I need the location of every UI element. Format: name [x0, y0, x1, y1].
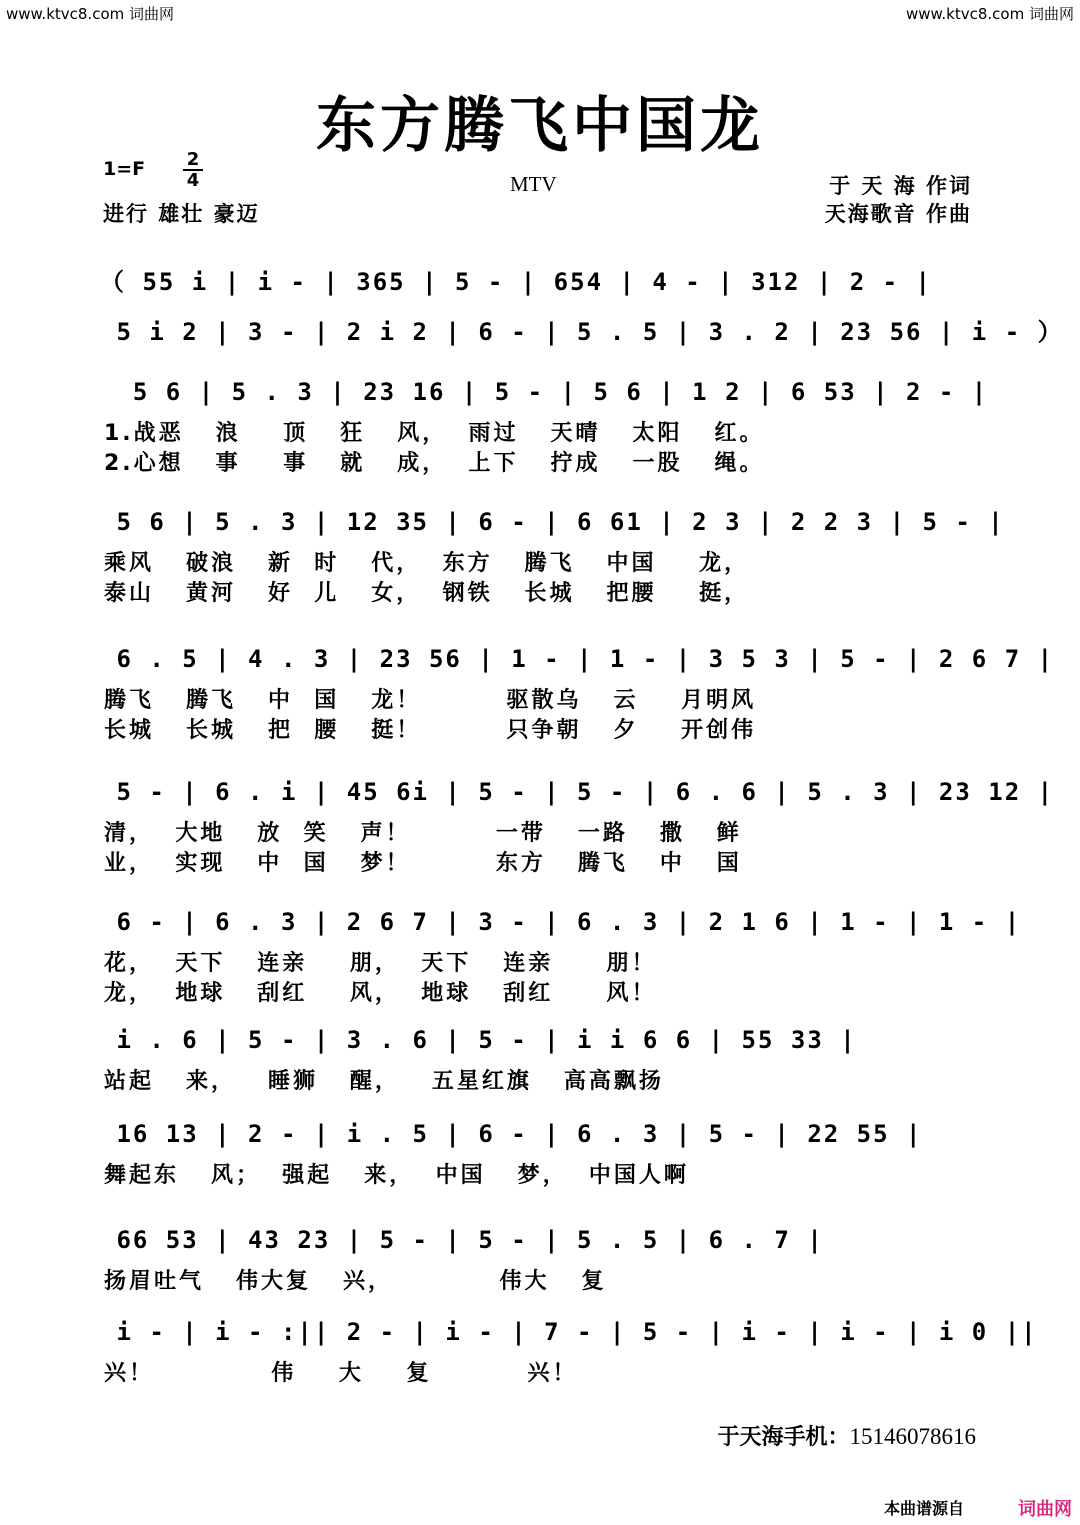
- notation-row: [100, 778, 1055, 820]
- notation-row: [100, 508, 1005, 550]
- time-signature: [183, 150, 203, 190]
- source-note: 本曲谱源自: [883, 1499, 964, 1518]
- tempo-marking: 进行 雄壮 豪迈: [103, 202, 260, 226]
- lyric-line: 1.战恶 浪 顶 狂 风， 雨过 天晴 太阳 红。: [104, 421, 765, 446]
- lyric-line: 花， 天下 连亲 朋， 天下 连亲 朋！: [104, 951, 657, 976]
- lyric-line: 扬眉吐气 伟大复 兴， 伟大 复: [104, 1269, 607, 1294]
- watermark-left: www.ktvc8.com 词曲网: [6, 5, 175, 23]
- lyric-line: 长城 长城 把 腰 挺！ 只争朝 夕 开创伟: [104, 718, 757, 743]
- lyric-line: 舞起东 风； 强起 来， 中国 梦， 中国人啊: [104, 1163, 689, 1188]
- lyricist-credit: 于 天 海 作词: [829, 174, 972, 198]
- lyric-line: 2.心想 事 事 就 成， 上下 拧成 一股 绳。: [104, 451, 765, 476]
- site-logo: 词曲网: [1018, 1499, 1072, 1520]
- composer-credit: 天海歌音 作曲: [824, 202, 972, 226]
- note-text: 66 53 | 43 23 | 5 - | 5 - | 5 . 5 | 6 . 7 |: [100, 1226, 824, 1254]
- lyric-line: 兴！ 伟 大 复 兴！: [104, 1361, 578, 1386]
- style-label: MTV: [510, 172, 557, 196]
- notation-row: [100, 262, 970, 304]
- watermark-right: www.ktvc8.com 词曲网: [905, 5, 1074, 23]
- key-signature: 1=F: [103, 158, 146, 180]
- note-text: i - | i - :|| 2 - | i - | 7 - | 5 - | i - | i - | i 0 ||: [100, 1318, 1038, 1346]
- lyric-line: 腾飞 腾飞 中 国 龙！ 驱散乌 云 月明风: [104, 688, 757, 713]
- lyric-line: 清， 大地 放 笑 声！ 一带 一路 撒 鲜: [104, 821, 742, 846]
- note-text: 16 13 | 2 - | i . 5 | 6 - | 6 . 3 | 5 - | 22 55 |: [100, 1120, 923, 1148]
- lyric-line: 乘风 破浪 新 时 代， 东方 腾飞 中国 龙，: [104, 551, 750, 576]
- note-text: 5 - | 6 . i | 45 6i | 5 - | 5 - | 6 . 6 | 5 . 3 | 23 12 |: [100, 778, 1055, 806]
- lyric-line: 业， 实现 中 国 梦！ 东方 腾飞 中 国: [104, 851, 742, 876]
- note-text: 5 6 | 5 . 3 | 23 16 | 5 - | 5 6 | 1 2 | 6 53 | 2 - |: [100, 378, 989, 406]
- phone-label: 于天海手机：: [717, 1425, 850, 1450]
- song-title: 东方腾飞中国龙: [316, 91, 764, 161]
- notation-row: [100, 645, 1055, 687]
- note-text: 5 i 2 | 3 - | 2 i 2 | 6 - | 5 . 5 | 3 . 2 | 23 56 | i - ）: [100, 318, 1064, 346]
- contact-phone: [717, 1420, 976, 1451]
- notation-row: [100, 1226, 970, 1268]
- note-text: （ 55 i | i - | 365 | 5 - | 654 | 4 - | 312 | 2 - |: [100, 268, 933, 296]
- lyric-line: 泰山 黄河 好 儿 女， 钢铁 长城 把腰 挺，: [104, 581, 750, 606]
- note-text: 6 - | 6 . 3 | 2 6 7 | 3 - | 6 . 3 | 2 1 6 | 1 - | 1 - |: [100, 908, 1022, 936]
- time-signature-top: 2: [186, 149, 200, 170]
- phone-number: 15146078616: [849, 1424, 976, 1449]
- lyric-line: 龙， 地球 刮红 风， 地球 刮红 风！: [104, 981, 657, 1006]
- lyric-line: 站起 来， 睡狮 醒， 五星红旗 高高飘扬: [104, 1069, 664, 1094]
- notation-row: [100, 378, 989, 420]
- note-text: i . 6 | 5 - | 3 . 6 | 5 - | i i 6 6 | 55 33 |: [100, 1026, 857, 1054]
- notation-row: [100, 1026, 970, 1068]
- notation-row: [100, 908, 1022, 950]
- notation-row: [100, 312, 1064, 354]
- time-signature-bottom: 4: [183, 169, 203, 190]
- notation-row: [100, 1120, 970, 1162]
- notation-row: [100, 1318, 1038, 1360]
- note-text: 6 . 5 | 4 . 3 | 23 56 | 1 - | 1 - | 3 5 3 | 5 - | 2 6 7 |: [100, 645, 1055, 673]
- note-text: 5 6 | 5 . 3 | 12 35 | 6 - | 6 61 | 2 3 | 2 2 3 | 5 - |: [100, 508, 1005, 536]
